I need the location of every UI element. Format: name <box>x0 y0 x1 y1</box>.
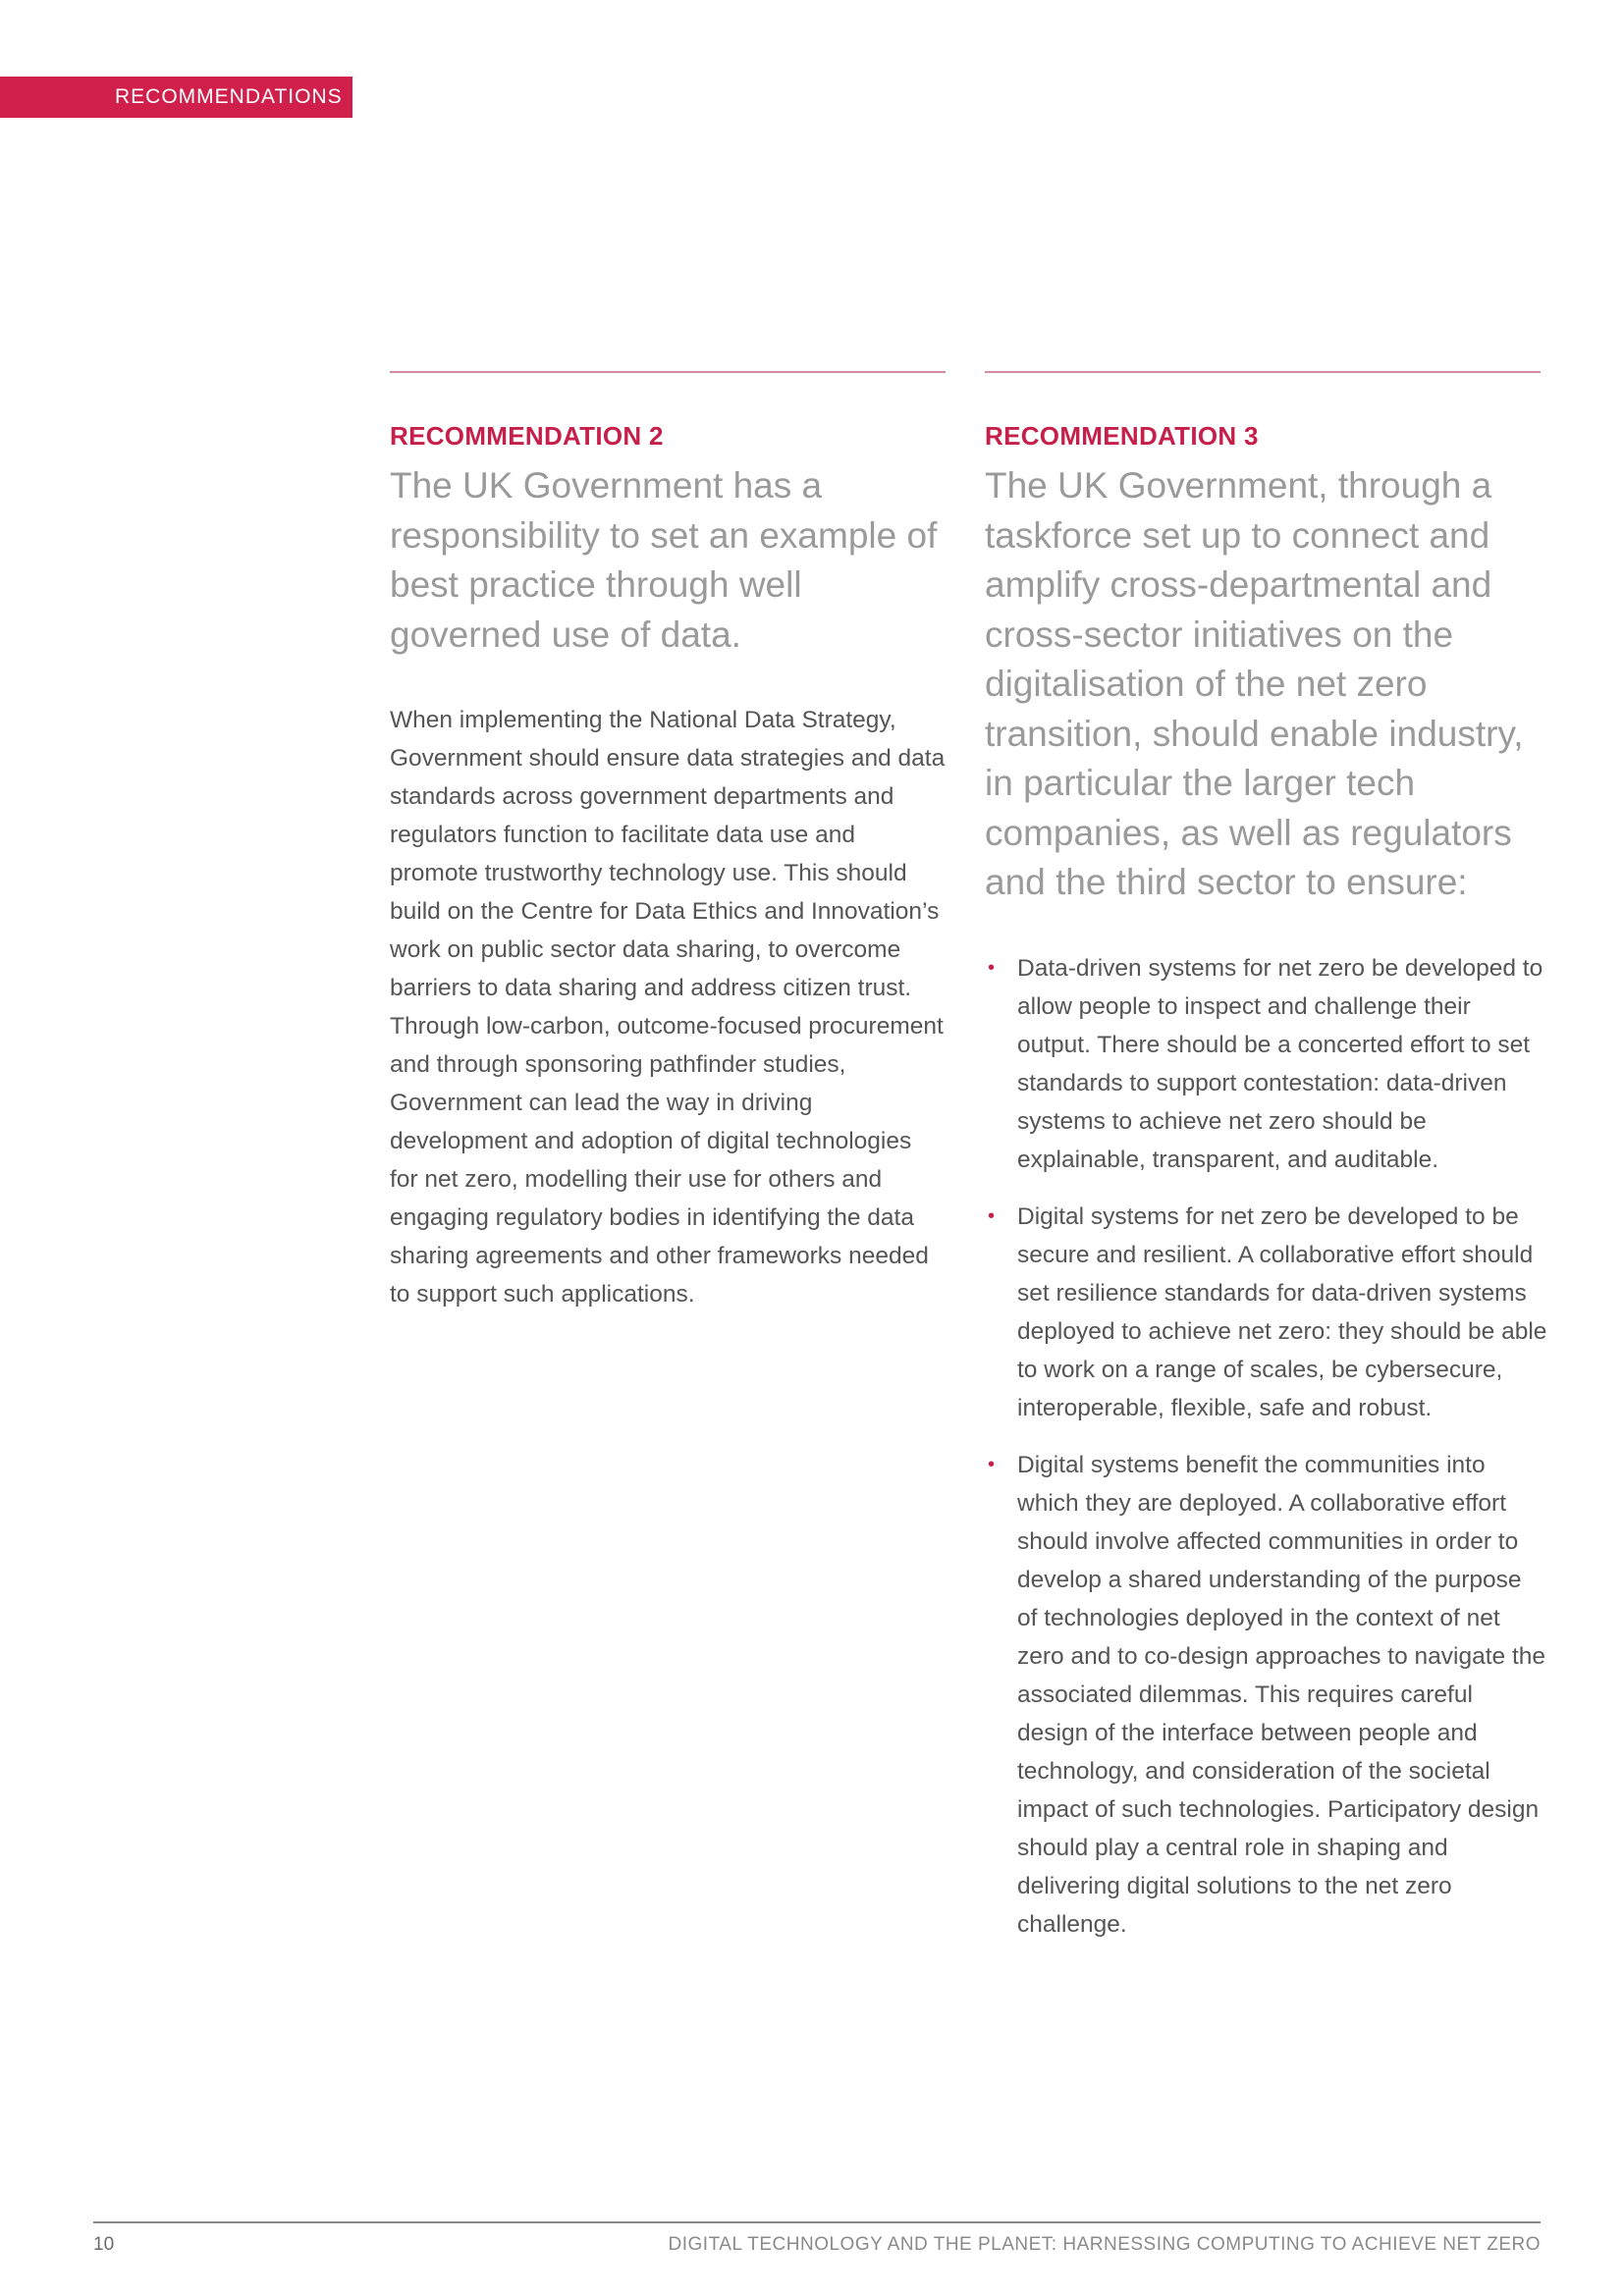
bullet-item <box>985 949 1547 1179</box>
bullet-text: Digital systems benefit the communities into which they are deployed. A collaborative effort should involve affected communities in order to develop a shared understanding of the purpose of technologies deployed in the context of net zero and to co-design approaches to navigate the associated dilemmas. This requires careful design of the interface between people and technology, and consideration of the societal impact of such technologies. Participatory design should play a central role in shaping and delivering digital solutions to the net zero challenge. <box>1017 1451 1546 1938</box>
recommendation-3-title: RECOMMENDATION 3 <box>985 421 1259 451</box>
bullet-dot-icon: • <box>988 1453 996 1475</box>
bullet-item <box>985 1446 1547 1944</box>
bullet-dot-icon: • <box>988 956 996 979</box>
recommendation-2-title: RECOMMENDATION 2 <box>390 421 664 451</box>
recommendation-3-lead: The UK Government, through a taskforce set up to connect and amplify cross-departmental and cross-sector initiatives on the digitalisation of the net zero transition, should enable industry, in particular the larger tech companies, as well as regulators and the third sector to ensure: <box>985 465 1524 902</box>
recommendation-3-column <box>985 371 1547 1962</box>
bullet-dot-icon: • <box>988 1204 996 1227</box>
bullet-text: Digital systems for net zero be developed to be secure and resilient. A collaborative effort should set resilience standards for data-driven systems deployed to achieve net zero: they should be able to work on a range of scales, be cybersecure, interoperable, flexible, safe and robust. <box>1017 1202 1547 1421</box>
recommendation-2-body: When implementing the National Data Strategy, Government should ensure data strategies and data standards across government departments and regulators function to facilitate data use and promote trustworthy technology use. This should build on the Centre for Data Ethics and Innovation’s work on public sector data sharing, to overcome barriers to data sharing and address citizen trust. Through low-carbon, outcome-focused procurement and through sponsoring pathfinder studies, Government can lead the way in driving development and adoption of digital technologies for net zero, modelling their use for others and engaging regulatory bodies in identifying the data sharing agreements and other frameworks needed to support such applications. <box>390 707 946 1308</box>
section-divider <box>985 371 1541 373</box>
footer-title: DIGITAL TECHNOLOGY AND THE PLANET: HARNESSING COMPUTING TO ACHIEVE NET ZERO <box>668 2234 1541 2255</box>
section-divider <box>390 371 946 373</box>
section-tab: RECOMMENDATIONS <box>0 77 352 118</box>
recommendation-2-column <box>390 371 946 1313</box>
bullet-text: Data-driven systems for net zero be developed to allow people to inspect and challenge their output. There should be a concerted effort to set standards to support contestation: data-driven systems to achieve net zero should be explainable, transparent, and auditable. <box>1017 954 1543 1173</box>
recommendation-2-lead: The UK Government has a responsibility to set an example of best practice through well governed use of data. <box>390 465 938 655</box>
bullet-item <box>985 1198 1547 1427</box>
page-number: 10 <box>93 2234 115 2255</box>
footer-divider <box>93 2221 1541 2223</box>
recommendation-3-bullet-list <box>985 949 1547 1944</box>
